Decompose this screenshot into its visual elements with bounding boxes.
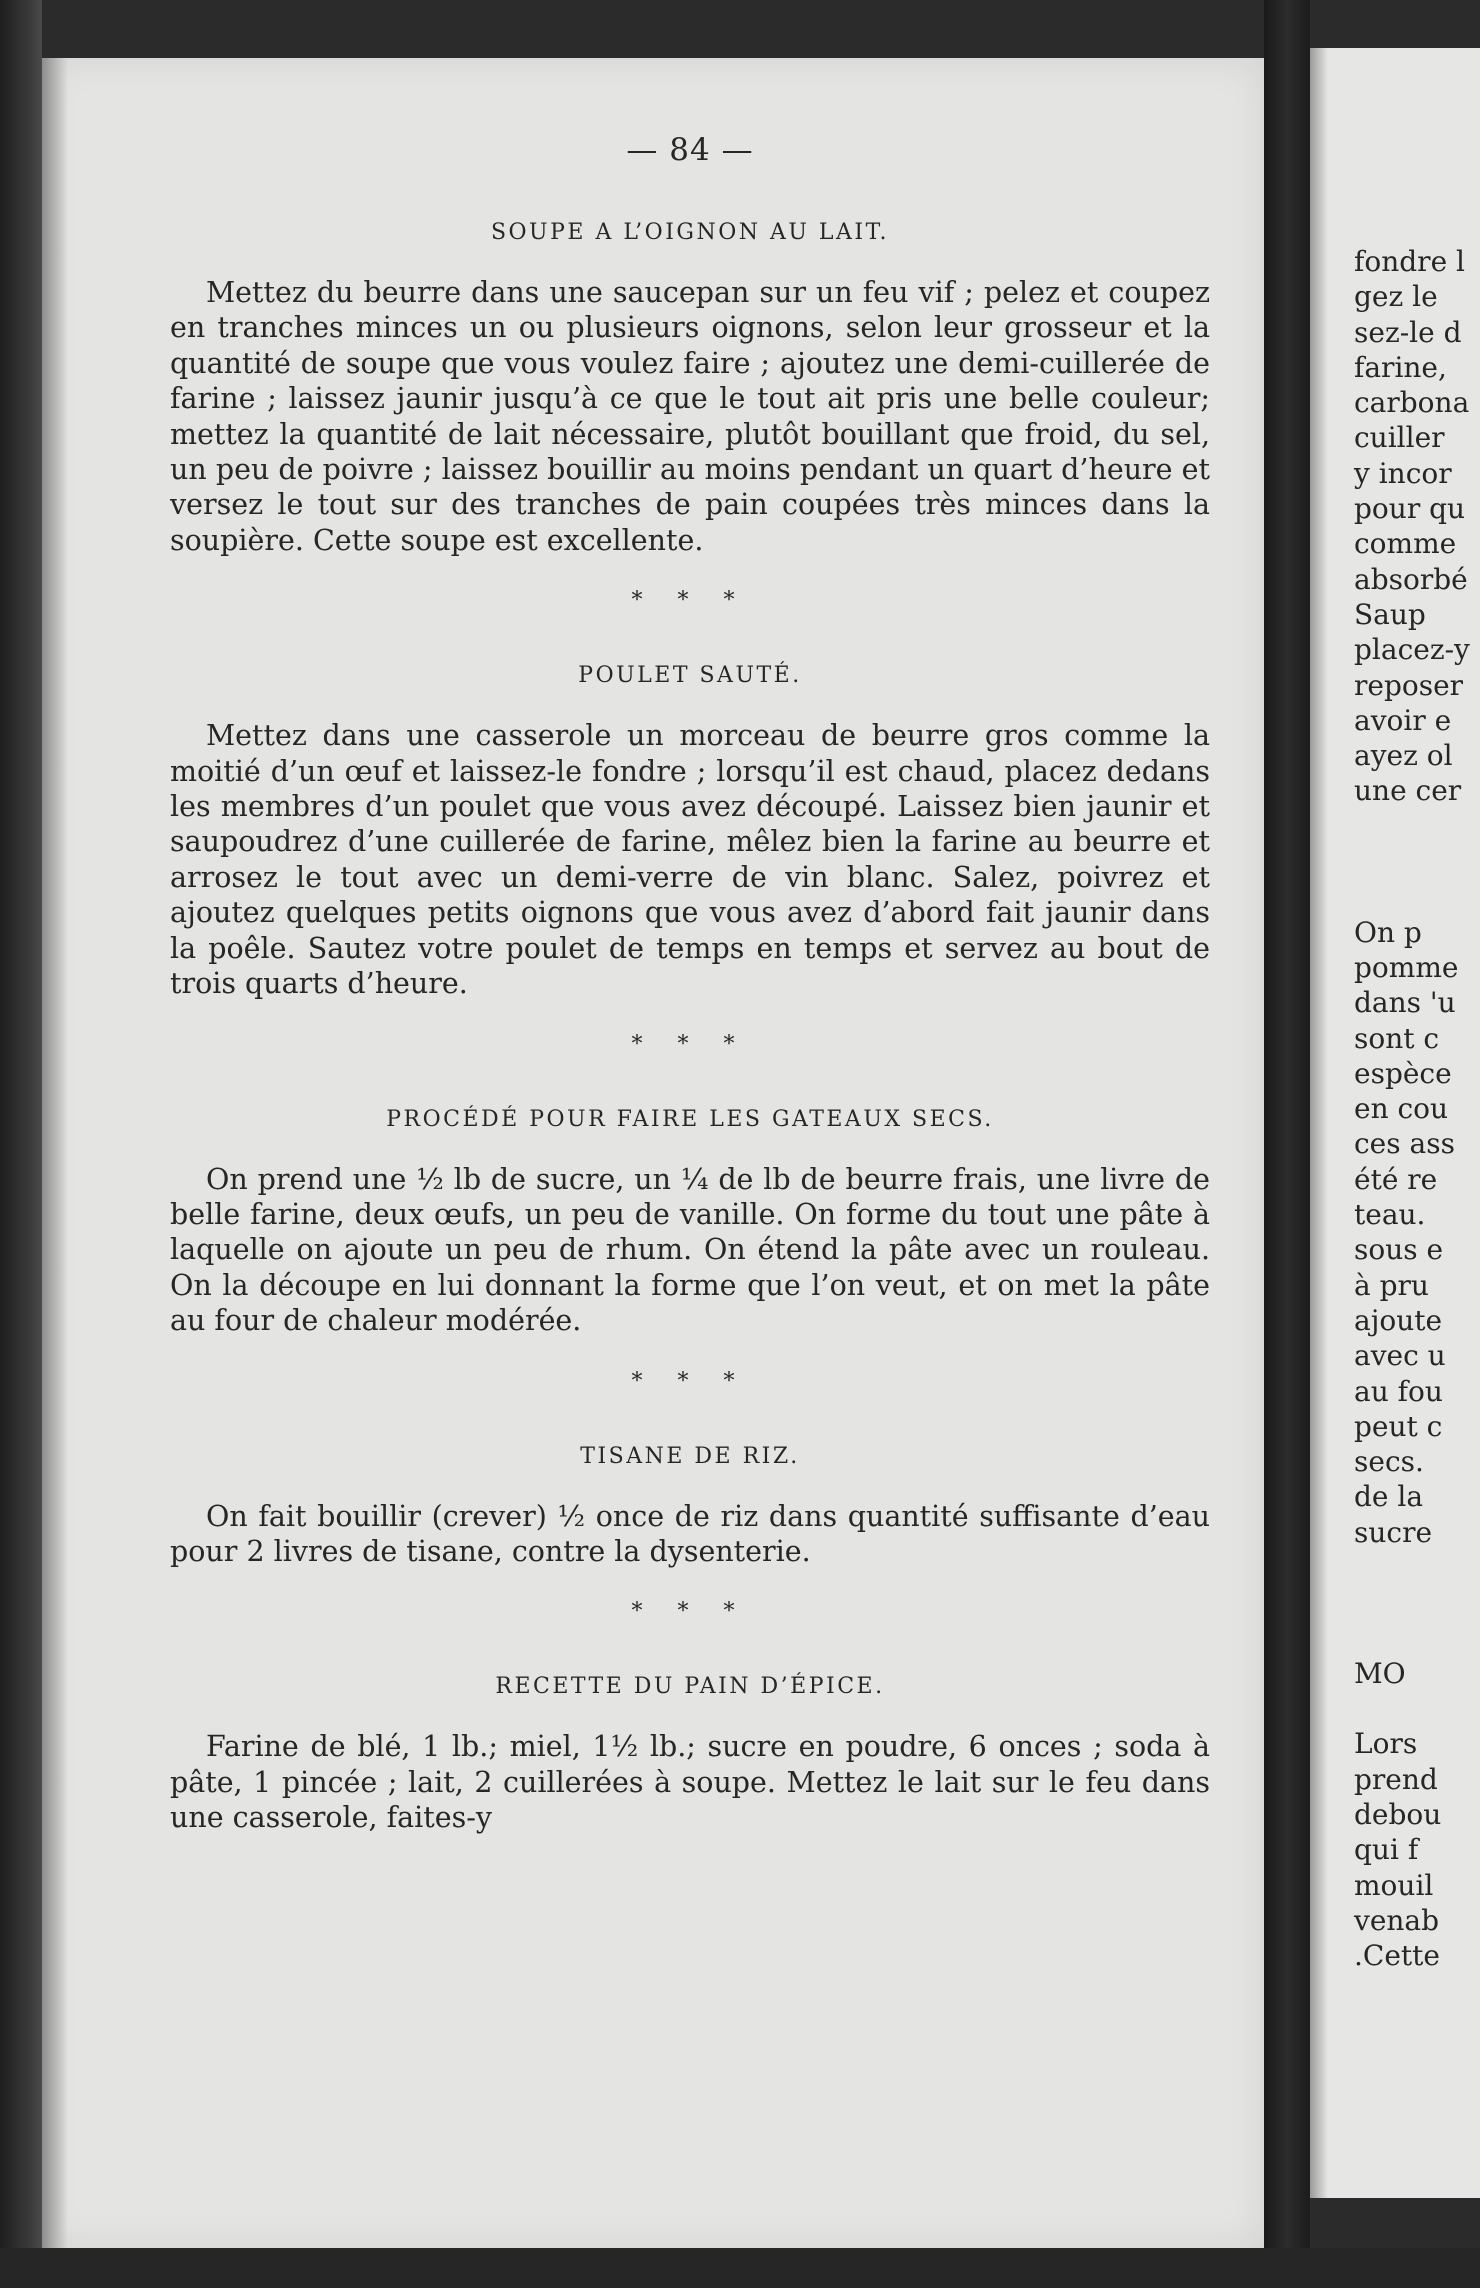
scan-edge-bottom xyxy=(0,2248,1480,2288)
right-page-line: dans 'u xyxy=(1354,986,1456,1020)
right-page-line: mouil xyxy=(1354,1868,1434,1902)
section-title: TISANE DE RIZ. xyxy=(580,1443,800,1469)
recipe-text: Mettez du beurre dans une saucepan sur un feu vif ; pelez et coupez en tranches minces un ou plusieurs oignons, selon leur grosseur et la quantité de soupe que vous voulez faire ; ajoutez une demi-cuillerée de farine ; laissez jaunir jusqu’à ce que le tout ait pris une belle couleur; mettez la quantité de lait nécessaire, plutôt bouillant que froid, du sel, un peu de poivre ; laissez bouillir au moins pendant un quart d’heure et versez le tout sur des tranches de pain coupées très minces dans la soupière. Cette soupe est excellente. xyxy=(170,276,1210,557)
right-page-line: placez-y xyxy=(1354,633,1470,667)
right-page-line: venab xyxy=(1354,1903,1440,1937)
right-page-line: ajoute xyxy=(1354,1303,1443,1337)
right-page-line: sucre xyxy=(1354,1515,1433,1549)
right-page-line: comme xyxy=(1354,527,1457,561)
section-title: RECETTE DU PAIN D’ÉPICE. xyxy=(495,1674,885,1700)
recipe-section xyxy=(170,1107,1210,1339)
right-page-line: une cer xyxy=(1354,774,1462,808)
asterism-separator: * * * xyxy=(631,1031,749,1057)
page-content xyxy=(170,72,1210,1836)
right-page-line: debou xyxy=(1354,1798,1442,1832)
recipe-text: Farine de blé, 1 lb.; miel, 1½ lb.; sucre en poudre, 6 onces ; soda à pâte, 1 pincée ; lait, 2 cuillerées à soupe. Mettez le lait sur le feu dans une casserole, faites-y xyxy=(170,1730,1210,1835)
right-page-line: avoir e xyxy=(1354,703,1452,737)
right-page-line: prend xyxy=(1354,1762,1438,1796)
book-gutter xyxy=(1264,0,1310,2288)
recipe-text: On prend une ½ lb de sucre, un ¼ de lb de beurre frais, une livre de belle farine, deux œufs, un peu de vanille. On forme du tout une pâte à laquelle on ajoute un peu de rhum. On étend la pâte avec un rouleau. On la découpe en lui donnant la forme que l’on veut, et on met la pâte au four de chaleur modérée. xyxy=(170,1162,1210,1338)
section-title: POULET SAUTÉ. xyxy=(578,663,802,689)
right-page-line: été re xyxy=(1354,1162,1438,1196)
scan-edge-left xyxy=(0,0,42,2288)
right-page-fragments xyxy=(1354,244,1480,1974)
section-title: SOUPE A L’OIGNON AU LAIT. xyxy=(490,220,890,245)
right-page-line: absorbé xyxy=(1354,562,1468,596)
right-page-line: farine, xyxy=(1354,350,1447,384)
right-page-line: sont c xyxy=(1354,1021,1440,1055)
recipe-section xyxy=(170,220,1210,558)
asterism-separator: * * * xyxy=(631,1368,749,1394)
right-page-line: qui f xyxy=(1354,1833,1419,1867)
right-page-line: pomme xyxy=(1354,950,1459,984)
right-page-line xyxy=(1354,1585,1480,1620)
asterism-separator: * * * xyxy=(631,1599,749,1625)
right-page-line: peut c xyxy=(1354,1409,1443,1443)
right-page-line xyxy=(1354,1621,1480,1656)
right-page-line: MO xyxy=(1354,1656,1406,1690)
recipe-section xyxy=(170,1674,1210,1835)
recipe-section xyxy=(170,663,1210,1001)
right-page-line: espèce xyxy=(1354,1056,1452,1090)
right-page-line: sous e xyxy=(1354,1233,1444,1267)
right-page-line: au fou xyxy=(1354,1374,1443,1408)
right-page-line: secs. xyxy=(1354,1445,1424,1479)
right-page-line: en cou xyxy=(1354,1092,1449,1126)
right-page-line: ces ass xyxy=(1354,1127,1455,1161)
right-page-line: y incor xyxy=(1354,456,1452,490)
right-page-line: On p xyxy=(1354,915,1422,949)
right-page-line: Lors xyxy=(1354,1727,1418,1761)
section-title: PROCÉDÉ POUR FAIRE LES GATEAUX SECS. xyxy=(386,1106,994,1132)
right-page-line: à pru xyxy=(1354,1268,1429,1302)
right-page-line: sez-le d xyxy=(1354,315,1462,349)
right-page-edge xyxy=(1310,48,1480,2198)
right-page-line xyxy=(1354,1550,1480,1585)
recipe-text: On fait bouillir (crever) ½ once de riz dans quantité suffisante d’eau pour 2 livres de tisane, contre la dysenterie. xyxy=(170,1499,1210,1568)
right-page-line: reposer xyxy=(1354,668,1464,702)
right-page-line xyxy=(1354,809,1480,844)
right-page-line: cuiller xyxy=(1354,421,1445,455)
right-page-line: avec u xyxy=(1354,1339,1446,1373)
right-page-line: teau. xyxy=(1354,1198,1426,1232)
right-page-line xyxy=(1354,879,1480,914)
right-page-line xyxy=(1354,1691,1480,1726)
right-page-line: fondre l xyxy=(1354,245,1465,278)
asterism-separator: * * * xyxy=(631,588,749,614)
right-page-line: pour qu xyxy=(1354,492,1466,526)
page-number: — 84 — xyxy=(626,132,754,168)
right-page-line: ayez ol xyxy=(1354,739,1453,773)
right-page-line: .Cette xyxy=(1354,1939,1440,1973)
right-page-line xyxy=(1354,844,1480,879)
recipe-section xyxy=(170,1444,1210,1570)
right-page-line: carbona xyxy=(1354,386,1470,420)
recipe-text: Mettez dans une casserole un morceau de beurre gros comme la moitié d’un œuf et laissez-le fondre ; lorsqu’il est chaud, placez dedans les membres d’un poulet que vous avez découpé. Laissez bien jaunir et saupoudrez d’une cuillerée de farine, mêlez bien la farine au beurre et arrosez le tout avec un demi-verre de vin blanc. Salez, poivrez et ajoutez quelques petits oignons que vous avez d’abord fait jaunir dans la poêle. Sautez votre poulet de temps en temps et servez au bout de trois quarts d’heure. xyxy=(170,719,1210,1001)
right-page-line: Saup xyxy=(1354,597,1426,631)
right-page-line: gez le xyxy=(1354,280,1438,314)
right-page-line: de la xyxy=(1354,1480,1424,1514)
